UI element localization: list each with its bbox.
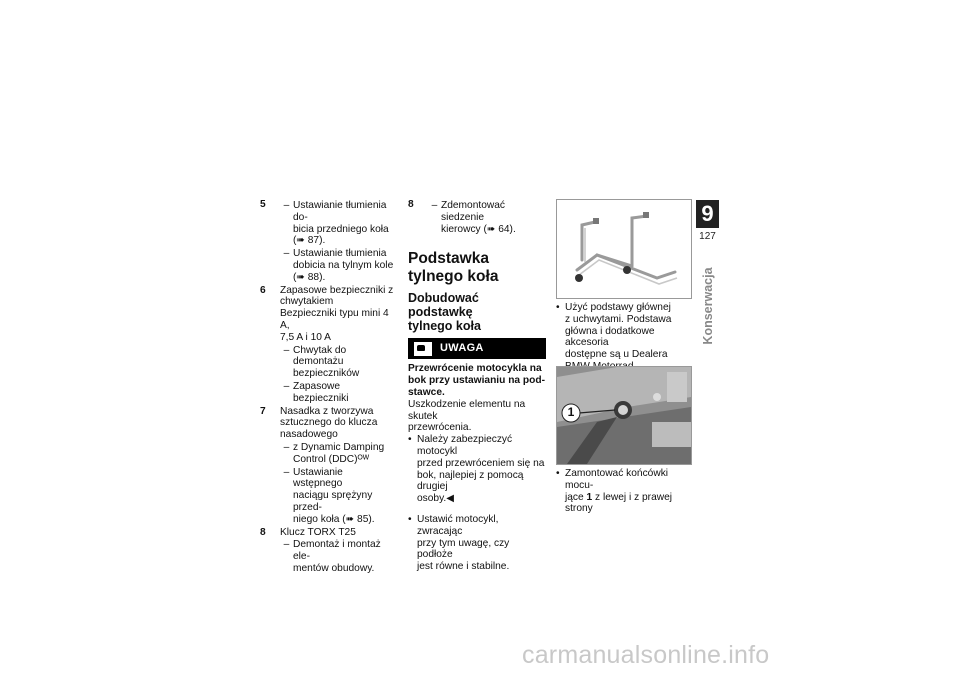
tool-item (260, 527, 394, 575)
callout-number: 1 (567, 405, 575, 419)
step-line: kierowcy (➠ 64). (441, 223, 516, 235)
tool-subitem-text: dobicia na tylnym kole (293, 259, 394, 271)
bullet-item: • Zamontować końcówki mocu- jące 1 z lewej i z prawej strony (556, 468, 673, 515)
tool-subitem-text: bezpieczników (293, 368, 360, 380)
tool-number: 5 (260, 199, 266, 210)
step-number: 8 (408, 199, 414, 210)
stand-wheel (623, 266, 631, 274)
tool-item (260, 285, 394, 405)
section-title-vertical: Konserwacja (701, 267, 715, 345)
tool-text: chwytakiem (280, 296, 334, 308)
tool-subitem-text: naciągu sprężyny przed- (293, 490, 373, 513)
mounting-photo (556, 366, 692, 465)
page-number: 127 (699, 231, 716, 242)
tool-text: Klucz TORX T25 (280, 526, 356, 538)
warning-label: UWAGA (440, 341, 484, 354)
bullet-item: • Ustawić motocykl, zwracając przy tym uwagę, czy podłoże jest równe i stabilne. (408, 513, 510, 573)
tool-list (260, 199, 394, 575)
tool-text: nasadowego (280, 429, 338, 441)
tool-text: 7,5 A i 10 A (280, 331, 331, 343)
column-right (556, 302, 696, 373)
tool-subitem: – Ustawianie tłumienia dobicia na tylnym kole (➠ 88). (283, 248, 394, 283)
warning-hand-icon (414, 342, 432, 356)
step-8: 8 – Zdemontować siedzenie kierowcy (➠ 64). (408, 199, 546, 235)
tool-item (260, 199, 394, 284)
tool-number: 7 (260, 405, 266, 417)
tool-number: 6 (260, 284, 266, 296)
tool-subitem-text: Ustawianie tłumienia do- (293, 200, 387, 223)
tool-subitem: – z Dynamic Damping Control (DDC)ᴼᵂ (280, 442, 394, 466)
subsection-heading: Dobudować podstawkę tylnego koła (408, 291, 481, 334)
tool-subitem-text: Control (DDC)ᴼᵂ (293, 453, 370, 465)
tool-item (260, 406, 394, 526)
tool-number: 8 (260, 526, 266, 538)
bullet-item: • Użyć podstawy głównej z uchwytami. Podstawa główna i dodatkowe akcesoria dostępne są u Dealera (556, 302, 672, 361)
watermark: carmanualsonline.info (522, 641, 770, 669)
tool-subitem-text: z Dynamic Damping (293, 441, 385, 453)
tool-subitem: – Ustawianie wstępnego naciągu sprężyny przed- niego koła (➠ 85). (280, 467, 394, 526)
chapter-tab (696, 200, 719, 242)
tool-subitem-text: niego koła (➠ 85). (293, 513, 375, 525)
column-left (260, 199, 394, 575)
tool-subitem-text: bicia przedniego koła (293, 223, 389, 235)
column-right-bottom (556, 468, 696, 515)
rear-stand-illustration (557, 200, 691, 298)
step-line: Zdemontować siedzenie (441, 200, 505, 223)
tool-text: Zapasowe bezpieczniki z (280, 284, 394, 296)
section-heading: Podstawka tylnego koła (408, 250, 499, 286)
mounting-illustration (557, 367, 691, 464)
rear-stand-photo (556, 199, 692, 299)
warning-box (408, 338, 546, 359)
tool-text: Bezpieczniki typu mini 4 A, (280, 308, 389, 331)
column-middle (408, 199, 546, 573)
warning-title: Przewrócenie motocykla na bok przy ustawianiu na pod- stawce. (408, 363, 545, 398)
chapter-number: 9 (696, 200, 719, 228)
tool-subitem: – Chwytak do demontażu bezpieczników (280, 345, 394, 380)
tool-subitem: – Ustawianie tłumienia do- bicia przedniego koła (➠ 87). (280, 200, 394, 247)
tool-subitem-text: Ustawianie tłumienia (293, 248, 387, 260)
tool-text: Nasadka z tworzywa (280, 405, 374, 417)
tool-subitem-text: Zapasowe bezpieczniki (293, 380, 349, 404)
warning-text: Uszkodzenie elementu na skutek przewrócenia. (408, 398, 526, 434)
tool-subitem: – Zapasowe bezpieczniki (280, 381, 394, 405)
tool-subitem-text: mentów obudowy. (293, 562, 375, 574)
tool-text: sztucznego do klucza (280, 417, 378, 429)
tool-subitem-text: (➠ 87). (293, 235, 326, 247)
bullet-item: • Należy zabezpieczyć motocykl przed przewróceniem się na bok, najlepiej z pomocą drugiej osoby.◀ (408, 434, 545, 505)
tool-subitem-text: Ustawianie wstępnego (293, 466, 343, 490)
tool-subitem-text: Chwytak do demontażu (293, 344, 347, 368)
tool-subitem-text: (➠ 88). (293, 271, 326, 283)
tool-subitem-text: Demontaż i montaż ele- (293, 539, 381, 563)
stand-wheel (575, 274, 583, 282)
tool-subitem: – Demontaż i montaż ele- mentów obudowy. (280, 539, 394, 574)
